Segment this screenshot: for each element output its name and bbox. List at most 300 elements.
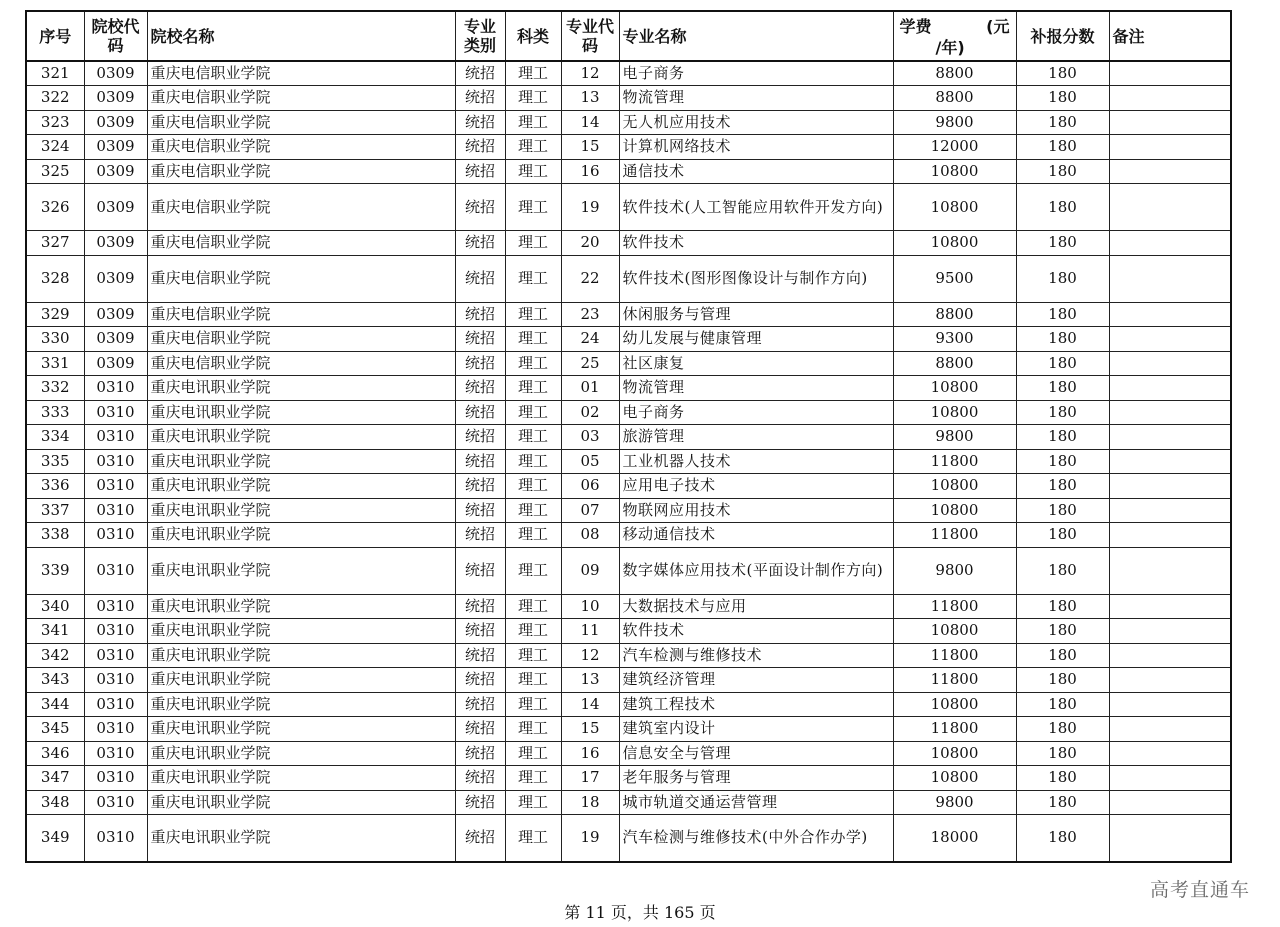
cell-fee: 11800 xyxy=(893,643,1016,668)
table-row xyxy=(26,351,1231,376)
header-row xyxy=(26,11,1231,61)
table-row xyxy=(26,61,1231,86)
table-row xyxy=(26,766,1231,791)
cell-major-name: 软件技术(图形图像设计与制作方向) xyxy=(619,255,893,302)
cell-school-code: 0309 xyxy=(84,86,147,111)
cell-subject: 理工 xyxy=(505,449,561,474)
cell-supp-score: 180 xyxy=(1016,184,1109,231)
cell-fee: 10800 xyxy=(893,619,1016,644)
cell-major-name: 建筑工程技术 xyxy=(619,692,893,717)
cell-major-name: 通信技术 xyxy=(619,159,893,184)
header-school-name: 院校名称 xyxy=(147,11,455,61)
cell-seq: 346 xyxy=(26,741,84,766)
cell-school-name: 重庆电讯职业学院 xyxy=(147,498,455,523)
table-row xyxy=(26,135,1231,160)
cell-remark xyxy=(1109,766,1231,791)
cell-remark xyxy=(1109,668,1231,693)
cell-major-name: 城市轨道交通运营管理 xyxy=(619,790,893,815)
cell-school-code: 0309 xyxy=(84,184,147,231)
cell-major-code: 16 xyxy=(561,741,619,766)
cell-major-code: 08 xyxy=(561,523,619,548)
cell-supp-score: 180 xyxy=(1016,692,1109,717)
cell-major-type: 统招 xyxy=(455,327,505,352)
cell-major-code: 14 xyxy=(561,692,619,717)
cell-remark xyxy=(1109,110,1231,135)
cell-major-code: 10 xyxy=(561,594,619,619)
cell-supp-score: 180 xyxy=(1016,449,1109,474)
cell-seq: 327 xyxy=(26,231,84,256)
cell-fee: 10800 xyxy=(893,498,1016,523)
cell-major-code: 25 xyxy=(561,351,619,376)
cell-seq: 323 xyxy=(26,110,84,135)
cell-major-code: 11 xyxy=(561,619,619,644)
table-header xyxy=(26,11,1231,61)
cell-remark xyxy=(1109,498,1231,523)
table-row xyxy=(26,619,1231,644)
cell-major-name: 数字媒体应用技术(平面设计制作方向) xyxy=(619,547,893,594)
cell-school-name: 重庆电讯职业学院 xyxy=(147,400,455,425)
cell-fee: 11800 xyxy=(893,523,1016,548)
header-major-code: 专业代码 xyxy=(561,11,619,61)
cell-fee: 11800 xyxy=(893,717,1016,742)
cell-major-name: 信息安全与管理 xyxy=(619,741,893,766)
cell-supp-score: 180 xyxy=(1016,255,1109,302)
cell-supp-score: 180 xyxy=(1016,741,1109,766)
cell-school-code: 0309 xyxy=(84,159,147,184)
cell-major-code: 15 xyxy=(561,717,619,742)
cell-fee: 11800 xyxy=(893,594,1016,619)
cell-seq: 349 xyxy=(26,815,84,862)
header-remark: 备注 xyxy=(1109,11,1231,61)
cell-supp-score: 180 xyxy=(1016,668,1109,693)
cell-school-name: 重庆电信职业学院 xyxy=(147,184,455,231)
table-row xyxy=(26,327,1231,352)
cell-major-type: 统招 xyxy=(455,449,505,474)
cell-school-name: 重庆电讯职业学院 xyxy=(147,692,455,717)
cell-major-type: 统招 xyxy=(455,474,505,499)
header-fee-per-year: /年) xyxy=(935,38,965,57)
table-row xyxy=(26,741,1231,766)
cell-major-type: 统招 xyxy=(455,766,505,791)
cell-major-type: 统招 xyxy=(455,619,505,644)
cell-major-code: 20 xyxy=(561,231,619,256)
cell-school-name: 重庆电讯职业学院 xyxy=(147,425,455,450)
cell-school-code: 0310 xyxy=(84,717,147,742)
cell-school-code: 0310 xyxy=(84,449,147,474)
cell-school-name: 重庆电信职业学院 xyxy=(147,135,455,160)
cell-major-name: 无人机应用技术 xyxy=(619,110,893,135)
cell-major-name: 旅游管理 xyxy=(619,425,893,450)
cell-school-name: 重庆电信职业学院 xyxy=(147,231,455,256)
cell-school-name: 重庆电讯职业学院 xyxy=(147,474,455,499)
cell-major-code: 19 xyxy=(561,184,619,231)
cell-remark xyxy=(1109,643,1231,668)
cell-supp-score: 180 xyxy=(1016,302,1109,327)
header-supp-score: 补报分数 xyxy=(1016,11,1109,61)
cell-school-code: 0309 xyxy=(84,255,147,302)
header-major-name: 专业名称 xyxy=(619,11,893,61)
cell-seq: 345 xyxy=(26,717,84,742)
table-row xyxy=(26,159,1231,184)
cell-major-name: 计算机网络技术 xyxy=(619,135,893,160)
cell-school-code: 0310 xyxy=(84,790,147,815)
cell-school-name: 重庆电讯职业学院 xyxy=(147,643,455,668)
cell-major-type: 统招 xyxy=(455,717,505,742)
cell-major-code: 14 xyxy=(561,110,619,135)
cell-supp-score: 180 xyxy=(1016,594,1109,619)
cell-school-code: 0309 xyxy=(84,351,147,376)
cell-school-code: 0310 xyxy=(84,376,147,401)
cell-fee: 10800 xyxy=(893,692,1016,717)
cell-remark xyxy=(1109,425,1231,450)
cell-supp-score: 180 xyxy=(1016,474,1109,499)
cell-major-type: 统招 xyxy=(455,668,505,693)
cell-school-name: 重庆电讯职业学院 xyxy=(147,815,455,862)
cell-school-code: 0309 xyxy=(84,231,147,256)
cell-remark xyxy=(1109,302,1231,327)
cell-school-name: 重庆电信职业学院 xyxy=(147,351,455,376)
cell-major-type: 统招 xyxy=(455,790,505,815)
page-number: 第 11 页，共 165 页 xyxy=(564,903,716,922)
header-subject: 科类 xyxy=(505,11,561,61)
cell-school-code: 0310 xyxy=(84,766,147,791)
cell-supp-score: 180 xyxy=(1016,619,1109,644)
cell-remark xyxy=(1109,790,1231,815)
cell-school-name: 重庆电讯职业学院 xyxy=(147,741,455,766)
cell-supp-score: 180 xyxy=(1016,766,1109,791)
cell-school-name: 重庆电讯职业学院 xyxy=(147,376,455,401)
cell-school-code: 0310 xyxy=(84,741,147,766)
cell-subject: 理工 xyxy=(505,523,561,548)
cell-subject: 理工 xyxy=(505,231,561,256)
cell-seq: 324 xyxy=(26,135,84,160)
cell-supp-score: 180 xyxy=(1016,86,1109,111)
cell-supp-score: 180 xyxy=(1016,425,1109,450)
cell-supp-score: 180 xyxy=(1016,231,1109,256)
cell-fee: 8800 xyxy=(893,61,1016,86)
cell-major-type: 统招 xyxy=(455,159,505,184)
cell-fee: 9800 xyxy=(893,547,1016,594)
cell-school-code: 0310 xyxy=(84,815,147,862)
cell-major-name: 软件技术 xyxy=(619,619,893,644)
cell-subject: 理工 xyxy=(505,110,561,135)
cell-seq: 330 xyxy=(26,327,84,352)
table-row xyxy=(26,474,1231,499)
cell-major-code: 23 xyxy=(561,302,619,327)
watermark-text: 高考直通车 xyxy=(1149,879,1250,901)
cell-subject: 理工 xyxy=(505,302,561,327)
cell-school-name: 重庆电讯职业学院 xyxy=(147,619,455,644)
cell-seq: 340 xyxy=(26,594,84,619)
cell-major-code: 22 xyxy=(561,255,619,302)
cell-supp-score: 180 xyxy=(1016,815,1109,862)
cell-major-code: 12 xyxy=(561,61,619,86)
cell-remark xyxy=(1109,717,1231,742)
cell-subject: 理工 xyxy=(505,184,561,231)
cell-seq: 336 xyxy=(26,474,84,499)
cell-school-name: 重庆电讯职业学院 xyxy=(147,668,455,693)
cell-fee: 10800 xyxy=(893,474,1016,499)
cell-major-code: 19 xyxy=(561,815,619,862)
cell-major-name: 幼儿发展与健康管理 xyxy=(619,327,893,352)
table-row xyxy=(26,255,1231,302)
cell-subject: 理工 xyxy=(505,619,561,644)
cell-major-name: 软件技术(人工智能应用软件开发方向) xyxy=(619,184,893,231)
cell-remark xyxy=(1109,376,1231,401)
cell-remark xyxy=(1109,255,1231,302)
cell-fee: 9800 xyxy=(893,790,1016,815)
cell-subject: 理工 xyxy=(505,255,561,302)
cell-major-name: 移动通信技术 xyxy=(619,523,893,548)
cell-supp-score: 180 xyxy=(1016,61,1109,86)
cell-supp-score: 180 xyxy=(1016,790,1109,815)
cell-remark xyxy=(1109,815,1231,862)
cell-supp-score: 180 xyxy=(1016,498,1109,523)
cell-school-name: 重庆电信职业学院 xyxy=(147,255,455,302)
header-fee xyxy=(893,11,1016,61)
cell-remark xyxy=(1109,449,1231,474)
cell-major-type: 统招 xyxy=(455,741,505,766)
cell-major-code: 07 xyxy=(561,498,619,523)
cell-seq: 344 xyxy=(26,692,84,717)
cell-seq: 341 xyxy=(26,619,84,644)
cell-major-type: 统招 xyxy=(455,400,505,425)
cell-supp-score: 180 xyxy=(1016,159,1109,184)
cell-school-code: 0310 xyxy=(84,498,147,523)
table-row xyxy=(26,110,1231,135)
cell-fee: 9800 xyxy=(893,425,1016,450)
table-row xyxy=(26,498,1231,523)
cell-major-code: 13 xyxy=(561,86,619,111)
cell-major-type: 统招 xyxy=(455,255,505,302)
cell-school-code: 0309 xyxy=(84,135,147,160)
cell-major-name: 软件技术 xyxy=(619,231,893,256)
cell-subject: 理工 xyxy=(505,741,561,766)
cell-major-code: 13 xyxy=(561,668,619,693)
cell-major-type: 统招 xyxy=(455,231,505,256)
cell-supp-score: 180 xyxy=(1016,135,1109,160)
cell-major-code: 24 xyxy=(561,327,619,352)
cell-remark xyxy=(1109,523,1231,548)
cell-subject: 理工 xyxy=(505,351,561,376)
cell-school-code: 0310 xyxy=(84,523,147,548)
cell-fee: 10800 xyxy=(893,400,1016,425)
cell-supp-score: 180 xyxy=(1016,376,1109,401)
cell-major-code: 12 xyxy=(561,643,619,668)
cell-subject: 理工 xyxy=(505,498,561,523)
cell-seq: 322 xyxy=(26,86,84,111)
cell-seq: 332 xyxy=(26,376,84,401)
cell-major-code: 01 xyxy=(561,376,619,401)
cell-seq: 328 xyxy=(26,255,84,302)
table-row xyxy=(26,594,1231,619)
cell-fee: 11800 xyxy=(893,668,1016,693)
cell-school-code: 0310 xyxy=(84,400,147,425)
cell-seq: 326 xyxy=(26,184,84,231)
cell-supp-score: 180 xyxy=(1016,643,1109,668)
header-fee-label: 学费 xyxy=(899,17,932,36)
cell-major-code: 17 xyxy=(561,766,619,791)
cell-major-code: 02 xyxy=(561,400,619,425)
table-row xyxy=(26,86,1231,111)
table-row xyxy=(26,643,1231,668)
cell-major-name: 社区康复 xyxy=(619,351,893,376)
table-row xyxy=(26,815,1231,862)
cell-school-name: 重庆电信职业学院 xyxy=(147,302,455,327)
cell-school-code: 0310 xyxy=(84,643,147,668)
cell-subject: 理工 xyxy=(505,594,561,619)
table-row xyxy=(26,547,1231,594)
cell-major-type: 统招 xyxy=(455,110,505,135)
cell-seq: 338 xyxy=(26,523,84,548)
cell-school-code: 0309 xyxy=(84,327,147,352)
cell-school-name: 重庆电讯职业学院 xyxy=(147,790,455,815)
cell-seq: 337 xyxy=(26,498,84,523)
cell-fee: 10800 xyxy=(893,231,1016,256)
table-row xyxy=(26,449,1231,474)
cell-supp-score: 180 xyxy=(1016,400,1109,425)
cell-subject: 理工 xyxy=(505,474,561,499)
cell-seq: 329 xyxy=(26,302,84,327)
table-row xyxy=(26,523,1231,548)
table-row xyxy=(26,692,1231,717)
cell-remark xyxy=(1109,474,1231,499)
cell-school-name: 重庆电讯职业学院 xyxy=(147,594,455,619)
cell-school-code: 0309 xyxy=(84,61,147,86)
cell-subject: 理工 xyxy=(505,135,561,160)
table-row xyxy=(26,376,1231,401)
cell-subject: 理工 xyxy=(505,327,561,352)
cell-seq: 347 xyxy=(26,766,84,791)
cell-major-name: 应用电子技术 xyxy=(619,474,893,499)
cell-fee: 10800 xyxy=(893,184,1016,231)
cell-subject: 理工 xyxy=(505,643,561,668)
cell-school-code: 0309 xyxy=(84,110,147,135)
table-row xyxy=(26,231,1231,256)
cell-school-name: 重庆电讯职业学院 xyxy=(147,449,455,474)
cell-seq: 325 xyxy=(26,159,84,184)
table-row xyxy=(26,425,1231,450)
cell-major-type: 统招 xyxy=(455,184,505,231)
cell-major-name: 电子商务 xyxy=(619,400,893,425)
cell-remark xyxy=(1109,61,1231,86)
cell-subject: 理工 xyxy=(505,790,561,815)
table-row xyxy=(26,668,1231,693)
cell-fee: 9300 xyxy=(893,327,1016,352)
cell-school-name: 重庆电信职业学院 xyxy=(147,327,455,352)
cell-school-name: 重庆电讯职业学院 xyxy=(147,766,455,791)
cell-school-name: 重庆电讯职业学院 xyxy=(147,717,455,742)
cell-subject: 理工 xyxy=(505,668,561,693)
admissions-table xyxy=(25,10,1232,863)
cell-major-code: 05 xyxy=(561,449,619,474)
admissions-table-sheet xyxy=(25,10,1230,863)
cell-supp-score: 180 xyxy=(1016,351,1109,376)
header-major-type: 专业类别 xyxy=(455,11,505,61)
cell-fee: 10800 xyxy=(893,159,1016,184)
cell-major-type: 统招 xyxy=(455,523,505,548)
cell-remark xyxy=(1109,327,1231,352)
cell-major-name: 大数据技术与应用 xyxy=(619,594,893,619)
cell-subject: 理工 xyxy=(505,717,561,742)
cell-school-code: 0310 xyxy=(84,668,147,693)
cell-major-name: 物联网应用技术 xyxy=(619,498,893,523)
cell-seq: 342 xyxy=(26,643,84,668)
cell-fee: 8800 xyxy=(893,351,1016,376)
header-fee-unit: (元 xyxy=(986,17,1010,36)
cell-major-code: 06 xyxy=(561,474,619,499)
cell-supp-score: 180 xyxy=(1016,547,1109,594)
cell-major-code: 09 xyxy=(561,547,619,594)
cell-major-name: 汽车检测与维修技术 xyxy=(619,643,893,668)
cell-seq: 321 xyxy=(26,61,84,86)
cell-school-name: 重庆电信职业学院 xyxy=(147,61,455,86)
cell-school-code: 0310 xyxy=(84,425,147,450)
cell-major-type: 统招 xyxy=(455,61,505,86)
cell-supp-score: 180 xyxy=(1016,523,1109,548)
cell-major-type: 统招 xyxy=(455,351,505,376)
cell-remark xyxy=(1109,231,1231,256)
cell-school-name: 重庆电讯职业学院 xyxy=(147,523,455,548)
table-row xyxy=(26,400,1231,425)
cell-major-name: 老年服务与管理 xyxy=(619,766,893,791)
cell-seq: 333 xyxy=(26,400,84,425)
cell-major-name: 休闲服务与管理 xyxy=(619,302,893,327)
cell-seq: 331 xyxy=(26,351,84,376)
cell-major-name: 物流管理 xyxy=(619,86,893,111)
cell-fee: 10800 xyxy=(893,741,1016,766)
cell-subject: 理工 xyxy=(505,692,561,717)
table-row xyxy=(26,184,1231,231)
cell-school-code: 0309 xyxy=(84,302,147,327)
cell-fee: 12000 xyxy=(893,135,1016,160)
cell-major-type: 统招 xyxy=(455,302,505,327)
cell-subject: 理工 xyxy=(505,61,561,86)
cell-remark xyxy=(1109,351,1231,376)
cell-fee: 9800 xyxy=(893,110,1016,135)
cell-remark xyxy=(1109,86,1231,111)
cell-subject: 理工 xyxy=(505,766,561,791)
cell-major-code: 16 xyxy=(561,159,619,184)
cell-subject: 理工 xyxy=(505,425,561,450)
cell-subject: 理工 xyxy=(505,159,561,184)
cell-remark xyxy=(1109,400,1231,425)
cell-school-name: 重庆电讯职业学院 xyxy=(147,547,455,594)
cell-major-type: 统招 xyxy=(455,498,505,523)
cell-major-type: 统招 xyxy=(455,815,505,862)
table-row xyxy=(26,302,1231,327)
cell-remark xyxy=(1109,741,1231,766)
cell-fee: 18000 xyxy=(893,815,1016,862)
cell-remark xyxy=(1109,135,1231,160)
cell-fee: 9500 xyxy=(893,255,1016,302)
cell-major-type: 统招 xyxy=(455,643,505,668)
cell-subject: 理工 xyxy=(505,376,561,401)
cell-school-name: 重庆电信职业学院 xyxy=(147,86,455,111)
cell-major-name: 电子商务 xyxy=(619,61,893,86)
cell-subject: 理工 xyxy=(505,815,561,862)
cell-supp-score: 180 xyxy=(1016,327,1109,352)
cell-major-code: 15 xyxy=(561,135,619,160)
cell-remark xyxy=(1109,594,1231,619)
cell-subject: 理工 xyxy=(505,400,561,425)
table-row xyxy=(26,790,1231,815)
cell-remark xyxy=(1109,184,1231,231)
cell-remark xyxy=(1109,547,1231,594)
table-row xyxy=(26,717,1231,742)
table-body xyxy=(26,61,1231,862)
cell-fee: 11800 xyxy=(893,449,1016,474)
